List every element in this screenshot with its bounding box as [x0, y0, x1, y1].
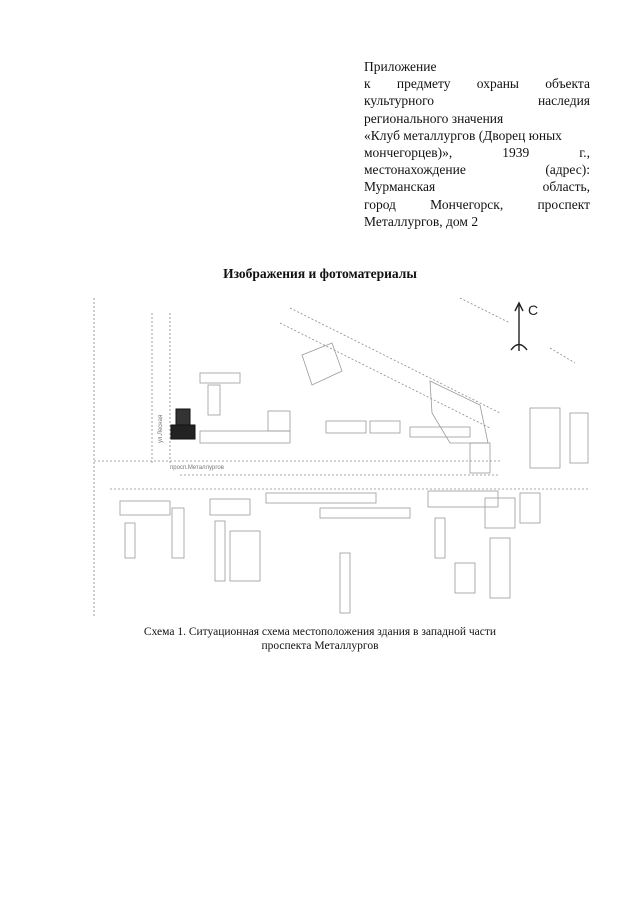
caption-line-2: проспекта Металлургов	[261, 640, 379, 652]
annex-line-8: город Мончегорск, проспект	[364, 196, 590, 212]
annex-heading: Приложение	[364, 59, 437, 74]
situation-map	[30, 293, 590, 623]
annex-line-9: Металлургов, дом 2	[364, 213, 479, 229]
annex-line-5: мончегорцев)», 1939 г.,	[364, 145, 590, 161]
annex-line-6: местонахождение (адрес):	[364, 162, 590, 178]
club-building-marker	[171, 409, 195, 439]
annex-header	[364, 58, 590, 230]
vertical-street-label: ул.Лесная	[158, 414, 164, 443]
annex-line-3: регионального значения	[364, 110, 504, 126]
annex-line-7: Мурманская область,	[364, 179, 590, 195]
caption-line-1: Схема 1. Ситуационная схема местоположения здания в западной части	[143, 626, 497, 638]
section-title: Изображения и фотоматериалы	[223, 266, 417, 281]
north-arrow-icon	[511, 303, 527, 351]
map-caption	[0, 625, 640, 653]
north-label: С	[528, 302, 539, 318]
annex-line-2: культурного наследия	[364, 93, 590, 109]
annex-line-1: к предмету охраны объекта	[364, 76, 590, 92]
avenue-label: просп.Металлургов	[170, 465, 224, 471]
annex-line-4: «Клуб металлургов (Дворец юных	[364, 127, 562, 143]
